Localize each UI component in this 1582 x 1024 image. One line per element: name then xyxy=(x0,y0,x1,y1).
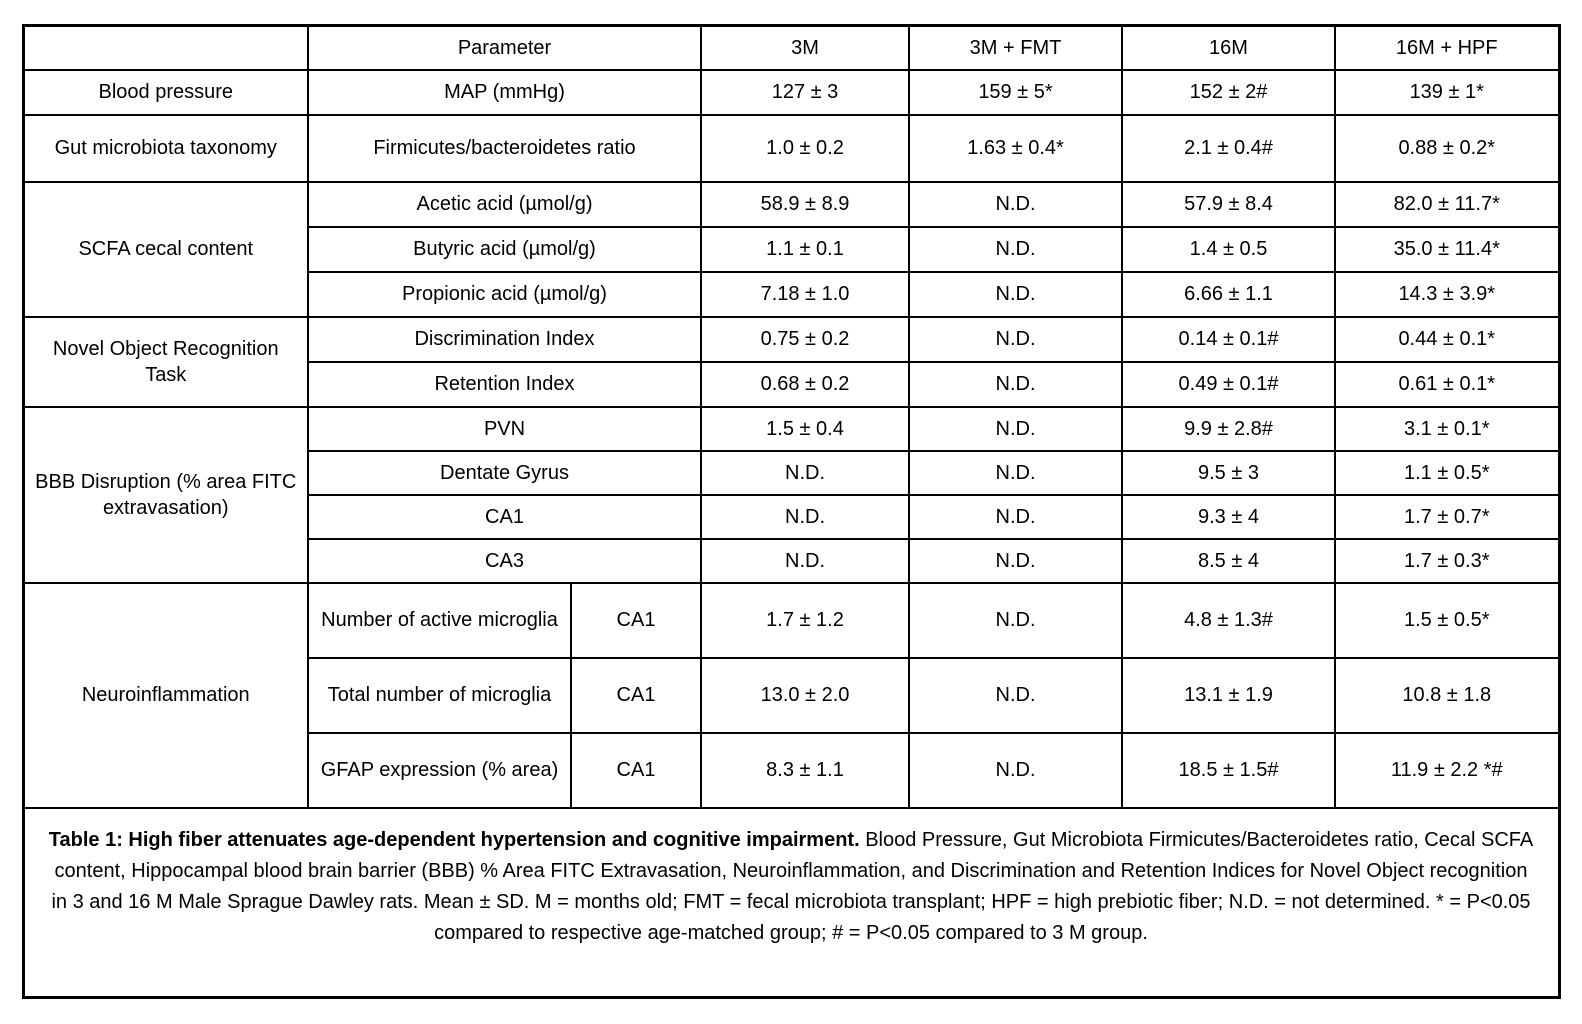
value-cell: N.D. xyxy=(909,272,1122,317)
value-cell: N.D. xyxy=(909,583,1122,658)
value-cell: N.D. xyxy=(701,539,909,583)
value-cell: 0.44 ± 0.1* xyxy=(1335,317,1559,362)
value-cell: N.D. xyxy=(909,733,1122,808)
value-cell: 1.63 ± 0.4* xyxy=(909,115,1122,182)
row-group-label: Neuroinflammation xyxy=(23,583,308,808)
value-cell: 11.9 ± 2.2 *# xyxy=(1335,733,1559,808)
parameter-cell: Retention Index xyxy=(308,362,701,407)
value-cell: 9.3 ± 4 xyxy=(1122,495,1335,539)
value-cell: 152 ± 2# xyxy=(1122,70,1335,115)
parameter-cell: MAP (mmHg) xyxy=(308,70,701,115)
value-cell: 58.9 ± 8.9 xyxy=(701,182,909,227)
value-cell: N.D. xyxy=(909,362,1122,407)
value-cell: 3.1 ± 0.1* xyxy=(1335,407,1559,451)
value-cell: 1.5 ± 0.5* xyxy=(1335,583,1559,658)
value-cell: 10.8 ± 1.8 xyxy=(1335,658,1559,733)
header-parameter: Parameter xyxy=(308,26,701,70)
value-cell: 0.61 ± 0.1* xyxy=(1335,362,1559,407)
parameter-cell: Discrimination Index xyxy=(308,317,701,362)
row-group-label: SCFA cecal content xyxy=(23,182,308,317)
value-cell: 6.66 ± 1.1 xyxy=(1122,272,1335,317)
value-cell: 57.9 ± 8.4 xyxy=(1122,182,1335,227)
value-cell: 7.18 ± 1.0 xyxy=(701,272,909,317)
value-cell: N.D. xyxy=(909,451,1122,495)
value-cell: N.D. xyxy=(701,451,909,495)
value-cell: 1.1 ± 0.1 xyxy=(701,227,909,272)
row-group-label: BBB Disruption (% area FITC extravasation) xyxy=(23,407,308,583)
value-cell: N.D. xyxy=(909,317,1122,362)
value-cell: 139 ± 1* xyxy=(1335,70,1559,115)
value-cell: N.D. xyxy=(909,182,1122,227)
value-cell: N.D. xyxy=(909,495,1122,539)
value-cell: 14.3 ± 3.9* xyxy=(1335,272,1559,317)
value-cell: 8.3 ± 1.1 xyxy=(701,733,909,808)
value-cell: N.D. xyxy=(909,539,1122,583)
table-row xyxy=(23,115,1559,182)
parameter-cell: Total number of microglia xyxy=(308,658,571,733)
value-cell: 1.5 ± 0.4 xyxy=(701,407,909,451)
value-cell: 4.8 ± 1.3# xyxy=(1122,583,1335,658)
value-cell: 1.0 ± 0.2 xyxy=(701,115,909,182)
value-cell: 0.49 ± 0.1# xyxy=(1122,362,1335,407)
value-cell: 2.1 ± 0.4# xyxy=(1122,115,1335,182)
header-row xyxy=(23,26,1559,70)
parameter-cell: Firmicutes/bacteroidetes ratio xyxy=(308,115,701,182)
value-cell: N.D. xyxy=(909,227,1122,272)
header-col-16m: 16M xyxy=(1122,26,1335,70)
table-row xyxy=(23,583,1559,658)
header-empty-cell xyxy=(23,26,308,70)
region-cell: CA1 xyxy=(571,583,701,658)
table-row xyxy=(23,407,1559,451)
caption-row xyxy=(23,808,1559,998)
parameter-cell: CA1 xyxy=(308,495,701,539)
value-cell: 1.7 ± 0.7* xyxy=(1335,495,1559,539)
value-cell: 0.68 ± 0.2 xyxy=(701,362,909,407)
header-col-3m-fmt: 3M + FMT xyxy=(909,26,1122,70)
value-cell: 1.1 ± 0.5* xyxy=(1335,451,1559,495)
value-cell: 9.5 ± 3 xyxy=(1122,451,1335,495)
header-col-3m: 3M xyxy=(701,26,909,70)
value-cell: N.D. xyxy=(701,495,909,539)
value-cell: 0.88 ± 0.2* xyxy=(1335,115,1559,182)
table-row xyxy=(23,182,1559,227)
table-caption xyxy=(23,808,1559,998)
parameter-cell: CA3 xyxy=(308,539,701,583)
value-cell: 82.0 ± 11.7* xyxy=(1335,182,1559,227)
parameter-cell: PVN xyxy=(308,407,701,451)
table-row xyxy=(23,70,1559,115)
value-cell: 9.9 ± 2.8# xyxy=(1122,407,1335,451)
parameter-cell: GFAP expression (% area) xyxy=(308,733,571,808)
row-group-label: Blood pressure xyxy=(23,70,308,115)
table-row xyxy=(23,317,1559,362)
value-cell: 1.7 ± 0.3* xyxy=(1335,539,1559,583)
results-table xyxy=(22,24,1561,999)
value-cell: 1.4 ± 0.5 xyxy=(1122,227,1335,272)
row-group-label: Gut microbiota taxonomy xyxy=(23,115,308,182)
value-cell: 0.75 ± 0.2 xyxy=(701,317,909,362)
region-cell: CA1 xyxy=(571,733,701,808)
value-cell: 159 ± 5* xyxy=(909,70,1122,115)
caption-title: Table 1: High fiber attenuates age-dependent hypertension and cognitive impairment. xyxy=(48,828,860,851)
parameter-cell: Propionic acid (µmol/g) xyxy=(308,272,701,317)
parameter-cell: Butyric acid (µmol/g) xyxy=(308,227,701,272)
header-col-16m-hpf: 16M + HPF xyxy=(1335,26,1559,70)
value-cell: 127 ± 3 xyxy=(701,70,909,115)
value-cell: 8.5 ± 4 xyxy=(1122,539,1335,583)
value-cell: 0.14 ± 0.1# xyxy=(1122,317,1335,362)
parameter-cell: Dentate Gyrus xyxy=(308,451,701,495)
value-cell: N.D. xyxy=(909,658,1122,733)
value-cell: 35.0 ± 11.4* xyxy=(1335,227,1559,272)
region-cell: CA1 xyxy=(571,658,701,733)
value-cell: 18.5 ± 1.5# xyxy=(1122,733,1335,808)
value-cell: 13.0 ± 2.0 xyxy=(701,658,909,733)
caption-body: Blood Pressure, Gut Microbiota Firmicutes/Bacteroidetes ratio, Cecal SCFA content, Hippocampal blood brain barrier (BBB) % Area FITC Extravasation, Neuroinflammation, and Discrimination and Retention Indices for Novel Object recognition in 3 and 16 M Male Sprague Dawley rats. Mean ± SD. M = months old; FMT = fecal microbiota transplant; HPF = high prebiotic fiber; N.D. = not determined. * = P<0.05 compared to respective age-matched group; # = P<0.05 compared to 3 M group. xyxy=(51,828,1534,944)
value-cell: 1.7 ± 1.2 xyxy=(701,583,909,658)
row-group-label: Novel Object Recognition Task xyxy=(23,317,308,407)
value-cell: N.D. xyxy=(909,407,1122,451)
value-cell: 13.1 ± 1.9 xyxy=(1122,658,1335,733)
parameter-cell: Acetic acid (µmol/g) xyxy=(308,182,701,227)
parameter-cell: Number of active microglia xyxy=(308,583,571,658)
